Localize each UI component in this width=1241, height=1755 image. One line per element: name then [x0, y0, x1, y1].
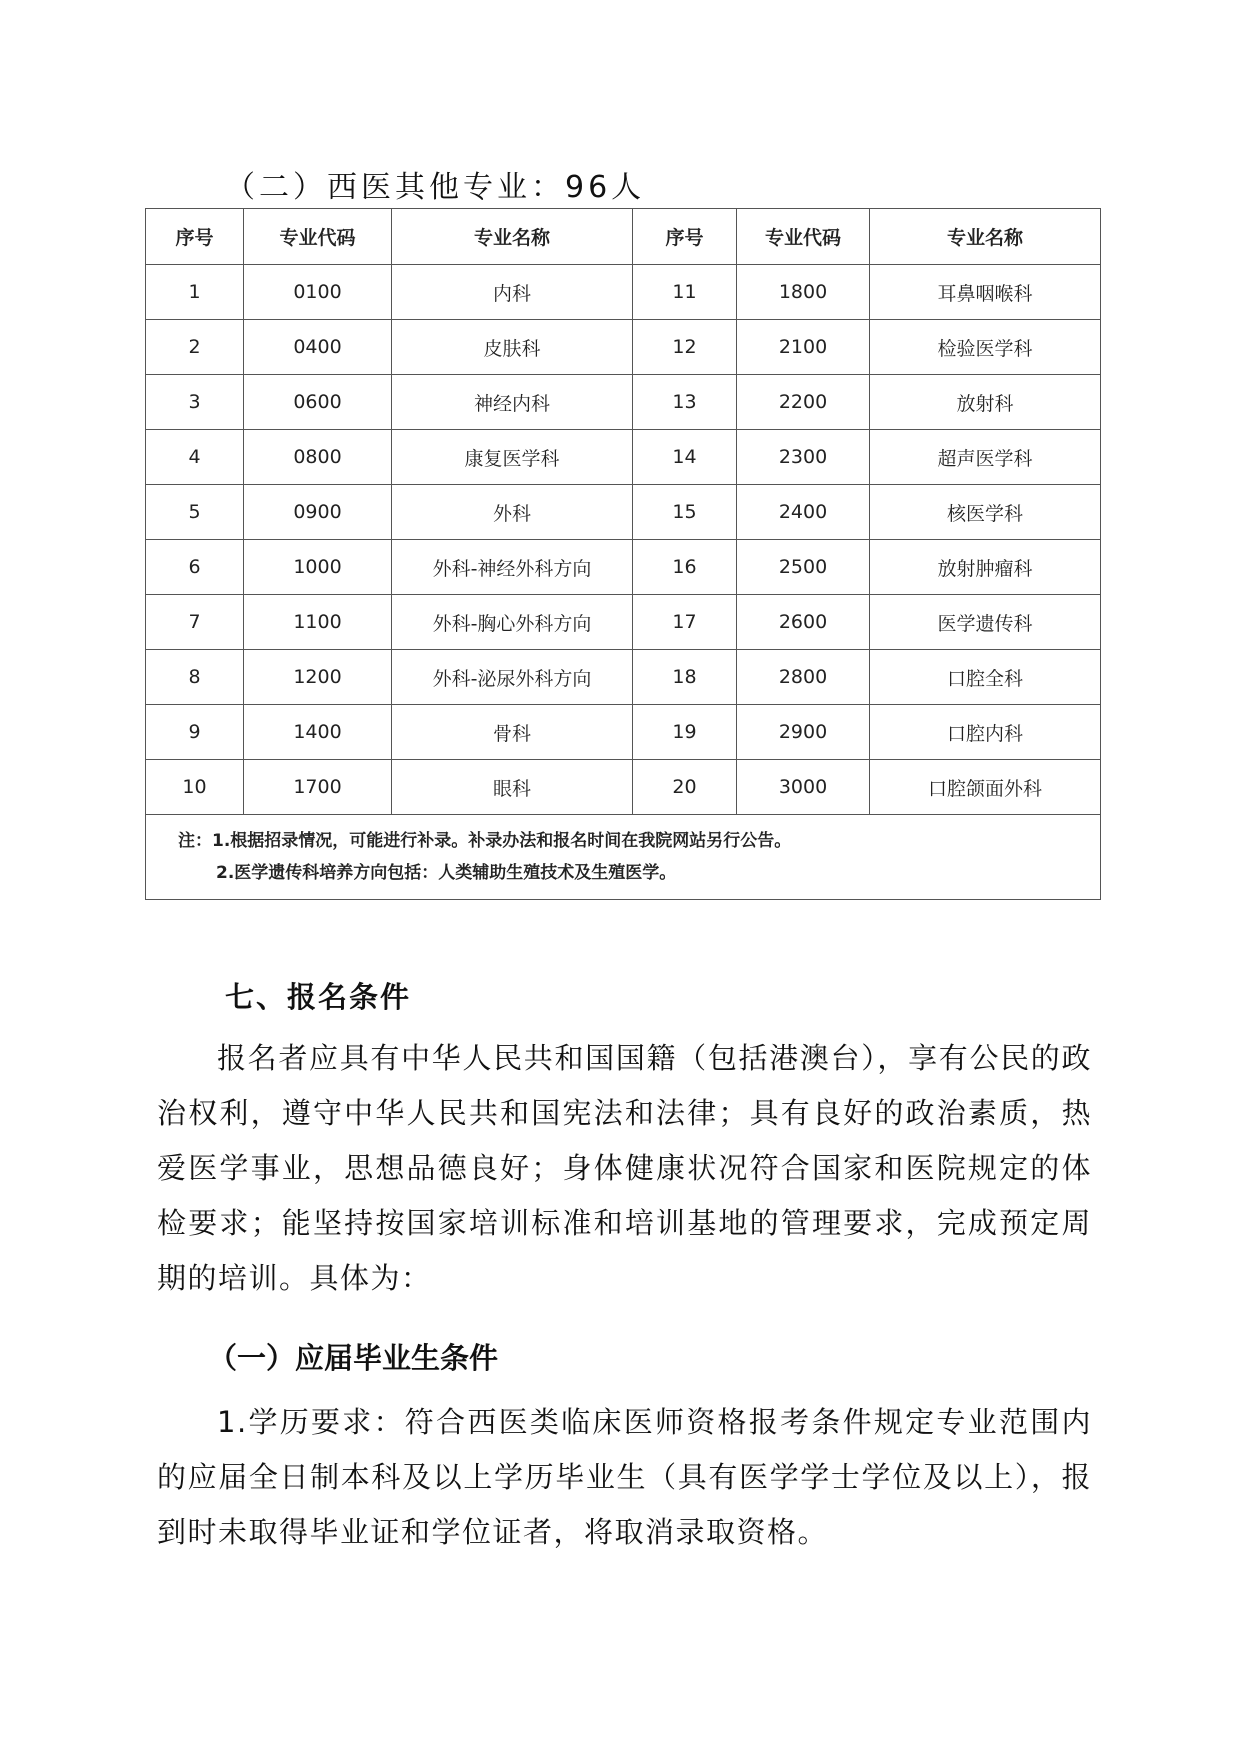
- cell-name: 耳鼻咽喉科: [870, 265, 1101, 320]
- cell-name: 外科: [392, 485, 633, 540]
- cell-name: 皮肤科: [392, 320, 633, 375]
- cell-seq: 6: [146, 540, 244, 595]
- header-code: 专业代码: [737, 209, 870, 265]
- cell-name: 检验医学科: [870, 320, 1101, 375]
- cell-seq: 4: [146, 430, 244, 485]
- cell-seq: 11: [633, 265, 737, 320]
- section-title: （二）西医其他专业：96人: [225, 170, 646, 205]
- cell-code: 1200: [244, 650, 392, 705]
- cell-name: 医学遗传科: [870, 595, 1101, 650]
- cell-code: 0100: [244, 265, 392, 320]
- cell-seq: 17: [633, 595, 737, 650]
- cell-seq: 13: [633, 375, 737, 430]
- cell-seq: 3: [146, 375, 244, 430]
- section7-heading: 七、报名条件: [225, 980, 412, 1014]
- table-row: [146, 485, 1101, 540]
- section7-paragraph: 报名者应具有中华人民共和国国籍（包括港澳台），享有公民的政治权利，遵守中华人民共和国宪法和法律；具有良好的政治素质，热爱医学事业，思想品德良好；身体健康状况符合国家和医院规定的体检要求；能坚持按国家培训标准和培训基地的管理要求，完成预定周期的培训。具体为：: [157, 1041, 1092, 1295]
- cell-seq: 10: [146, 760, 244, 815]
- cell-name: 口腔颌面外科: [870, 760, 1101, 815]
- cell-name: 外科-胸心外科方向: [392, 595, 633, 650]
- cell-code: 1100: [244, 595, 392, 650]
- cell-code: 0900: [244, 485, 392, 540]
- note-line-2: 2.医学遗传科培养方向包括：人类辅助生殖技术及生殖医学。: [216, 863, 677, 883]
- cell-code: 2100: [737, 320, 870, 375]
- cell-name: 内科: [392, 265, 633, 320]
- cell-code: 1800: [737, 265, 870, 320]
- subsection1-paragraph: 1.学历要求：符合西医类临床医师资格报考条件规定专业范围内的应届全日制本科及以上学历毕业生（具有医学学士学位及以上），报到时未取得毕业证和学位证者，将取消录取资格。: [157, 1405, 1092, 1549]
- subsection1-heading: （一）应届毕业生条件: [208, 1341, 499, 1375]
- cell-seq: 12: [633, 320, 737, 375]
- table-row: [146, 320, 1101, 375]
- cell-name: 眼科: [392, 760, 633, 815]
- cell-seq: 2: [146, 320, 244, 375]
- cell-seq: 9: [146, 705, 244, 760]
- table-row: [146, 540, 1101, 595]
- cell-code: 2400: [737, 485, 870, 540]
- header-seq: 序号: [633, 209, 737, 265]
- cell-code: 3000: [737, 760, 870, 815]
- cell-seq: 1: [146, 265, 244, 320]
- cell-code: 0800: [244, 430, 392, 485]
- cell-name: 放射肿瘤科: [870, 540, 1101, 595]
- cell-seq: 8: [146, 650, 244, 705]
- header-name: 专业名称: [870, 209, 1101, 265]
- cell-code: 1700: [244, 760, 392, 815]
- cell-name: 骨科: [392, 705, 633, 760]
- note-line-1: 注：1.根据招录情况，可能进行补录。补录办法和报名时间在我院网站另行公告。: [178, 831, 792, 851]
- cell-name: 外科-泌尿外科方向: [392, 650, 633, 705]
- cell-code: 2600: [737, 595, 870, 650]
- cell-name: 超声医学科: [870, 430, 1101, 485]
- cell-seq: 15: [633, 485, 737, 540]
- cell-code: 1000: [244, 540, 392, 595]
- table-row: [146, 375, 1101, 430]
- table-row: [146, 595, 1101, 650]
- cell-name: 核医学科: [870, 485, 1101, 540]
- cell-code: 2900: [737, 705, 870, 760]
- cell-name: 康复医学科: [392, 430, 633, 485]
- cell-name: 放射科: [870, 375, 1101, 430]
- cell-seq: 20: [633, 760, 737, 815]
- header-code: 专业代码: [244, 209, 392, 265]
- cell-name: 神经内科: [392, 375, 633, 430]
- table-row: [146, 430, 1101, 485]
- cell-code: 2200: [737, 375, 870, 430]
- table-header-row: [146, 209, 1101, 265]
- cell-seq: 16: [633, 540, 737, 595]
- table-row: [146, 265, 1101, 320]
- cell-seq: 7: [146, 595, 244, 650]
- cell-code: 2300: [737, 430, 870, 485]
- cell-code: 2800: [737, 650, 870, 705]
- cell-name: 外科-神经外科方向: [392, 540, 633, 595]
- table-row: [146, 705, 1101, 760]
- cell-seq: 19: [633, 705, 737, 760]
- cell-seq: 14: [633, 430, 737, 485]
- table-note: [146, 815, 1101, 900]
- table-row: [146, 760, 1101, 815]
- specialty-table: [145, 208, 1101, 900]
- cell-seq: 18: [633, 650, 737, 705]
- header-name: 专业名称: [392, 209, 633, 265]
- table-row: [146, 650, 1101, 705]
- cell-name: 口腔全科: [870, 650, 1101, 705]
- header-seq: 序号: [146, 209, 244, 265]
- cell-code: 0600: [244, 375, 392, 430]
- cell-seq: 5: [146, 485, 244, 540]
- cell-name: 口腔内科: [870, 705, 1101, 760]
- cell-code: 1400: [244, 705, 392, 760]
- cell-code: 0400: [244, 320, 392, 375]
- cell-code: 2500: [737, 540, 870, 595]
- table-note-row: [146, 815, 1101, 900]
